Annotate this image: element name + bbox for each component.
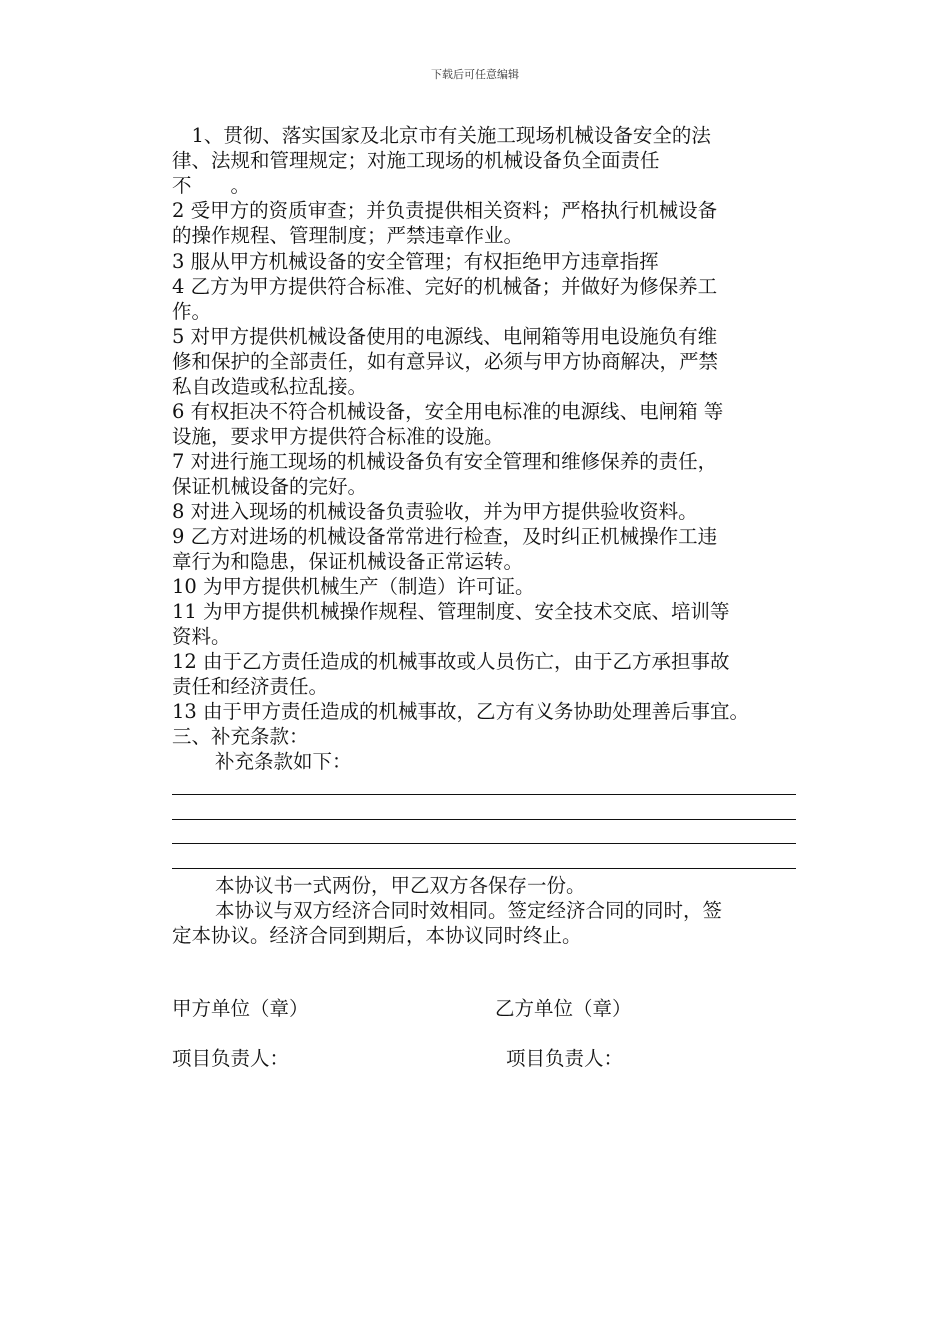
clause-line: 私自改造或私拉乱接。	[172, 375, 368, 398]
clause-line: 12 由于乙方责任造成的机械事故或人员伤亡，由于乙方承担事故	[172, 650, 730, 673]
clause-line: 设施，要求甲方提供符合标准的设施。	[172, 425, 504, 448]
clause-line: 2 受甲方的资质审查；并负责提供相关资料；严格执行机械设备	[172, 199, 718, 222]
blank-fill-line	[172, 819, 796, 820]
clause-line: 保证机械设备的完好。	[172, 475, 368, 498]
clause-line: 章行为和隐患，保证机械设备正常运转。	[172, 550, 524, 573]
party-a-unit: 甲方单位（章）	[172, 997, 309, 1020]
closing-line: 本协议书一式两份，甲乙双方各保存一份。	[215, 874, 586, 897]
clause-line: 作。	[172, 300, 212, 323]
clause-line: 修和保护的全部责任，如有意异议，必须与甲方协商解决，严禁	[172, 350, 719, 373]
clause-line: 3 服从甲方机械设备的安全管理；有权拒绝甲方违章指挥	[172, 250, 659, 273]
party-b-manager: 项目负责人：	[506, 1047, 624, 1070]
party-b-unit: 乙方单位（章）	[495, 997, 632, 1020]
clause-line: 律、法规和管理规定；对施工现场的机械设备负全面责任	[172, 149, 660, 172]
clause-line: 13 由于甲方责任造成的机械事故，乙方有义务协助处理善后事宜。	[172, 700, 750, 723]
clause-line: 4 乙方为甲方提供符合标准、完好的机械备；并做好为修保养工	[172, 275, 718, 298]
closing-line: 定本协议。经济合同到期后，本协议同时终止。	[172, 924, 582, 947]
clause-line: 1、贯彻、落实国家及北京市有关施工现场机械设备安全的法	[172, 124, 711, 147]
header-note: 下载后可任意编辑	[431, 68, 519, 81]
party-a-manager: 项目负责人：	[172, 1047, 290, 1070]
clause-line: 资料。	[172, 625, 231, 648]
clause-line: 6 有权拒决不符合机械设备，安全用电标准的电源线、电闸箱 等	[172, 400, 724, 423]
clause-line: 责任和经济责任。	[172, 675, 329, 698]
clause-line: 不 。	[172, 174, 251, 197]
clause-line: 10 为甲方提供机械生产（制造）许可证。	[172, 575, 535, 598]
blank-fill-line	[172, 843, 796, 844]
supplementary-intro: 补充条款如下：	[215, 750, 352, 773]
closing-line: 本协议与双方经济合同时效相同。签定经济合同的同时，签	[215, 899, 723, 922]
section-three-heading: 三、补充条款：	[172, 725, 309, 748]
clause-line: 的操作规程、管理制度；严禁违章作业。	[172, 224, 524, 247]
blank-fill-line	[172, 868, 796, 869]
clause-line: 8 对进入现场的机械设备负责验收，并为甲方提供验收资料。	[172, 500, 698, 523]
clause-line: 7 对进行施工现场的机械设备负有安全管理和维修保养的责任，	[172, 450, 718, 473]
blank-fill-line	[172, 794, 796, 795]
clause-line: 5 对甲方提供机械设备使用的电源线、电闸箱等用电设施负有维	[172, 325, 718, 348]
clause-line: 9 乙方对进场的机械设备常常进行检查，及时纠正机械操作工违	[172, 525, 718, 548]
clause-line: 11 为甲方提供机械操作规程、管理制度、安全技术交底、培训等	[172, 600, 730, 623]
